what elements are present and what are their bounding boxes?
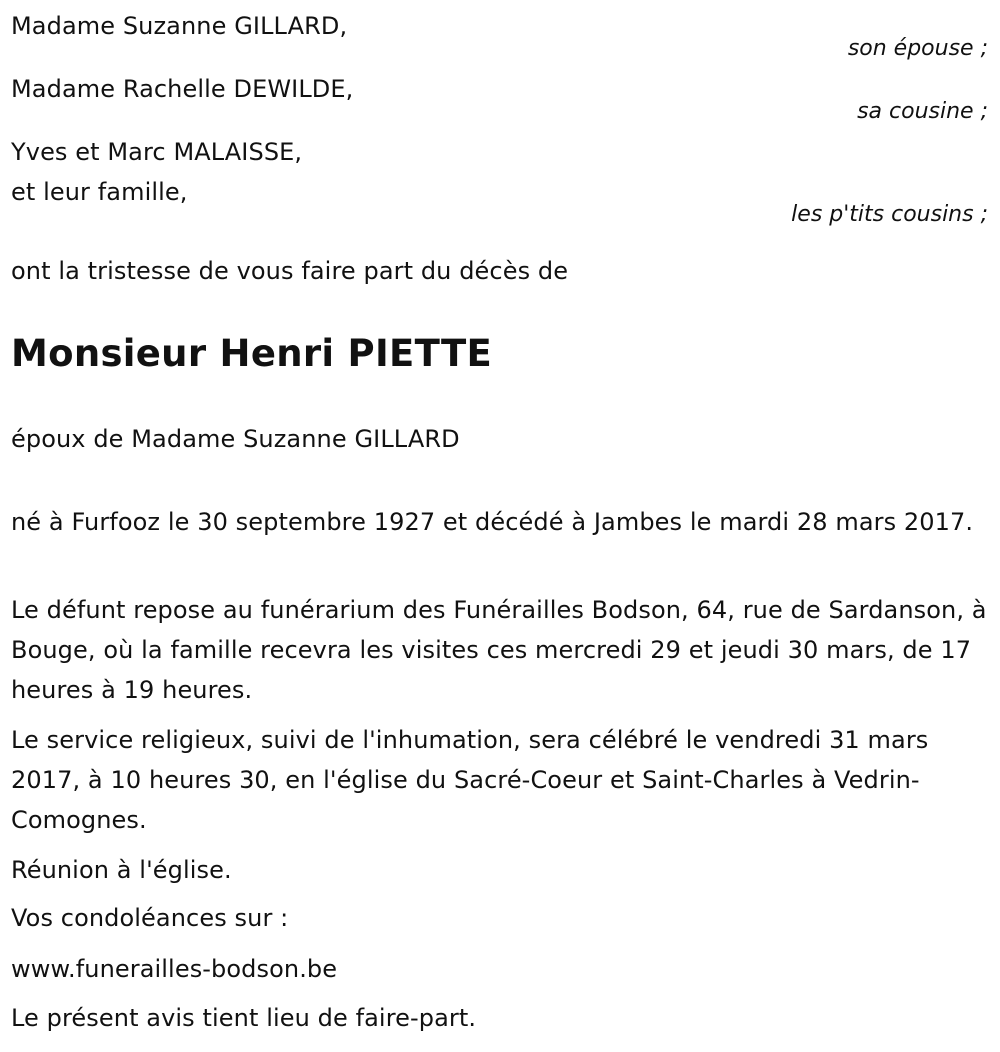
spouse-line: époux de Madame Suzanne GILLARD [11,425,460,453]
family-member-relation: son épouse ; [847,36,988,61]
service-paragraph: Le service religieux, suivi de l'inhumation, sera célébré le vendredi 31 mars 2017, à 10 heures 30, en l'église du Sacré-Coeur et Saint-Charles à Vedrin-Comognes. [11,726,929,834]
meeting-paragraph: Réunion à l'église. [11,856,232,884]
family-member-relation: sa cousine ; [857,99,988,124]
family-member-name: Madame Rachelle DEWILDE, [11,75,354,103]
notice-paragraph: Le présent avis tient lieu de faire-part. [11,1004,477,1032]
birth-death-paragraph: né à Furfooz le 30 septembre 1927 et décédé à Jambes le mardi 28 mars 2017. [11,508,974,536]
visitation-paragraph: Le défunt repose au funérarium des Funérailles Bodson, 64, rue de Sardanson, à Bouge, où la famille recevra les visites ces mercredi 29 et jeudi 30 mars, de 17 heures à 19 heures. [11,596,987,704]
family-member-name: Madame Suzanne GILLARD, [11,12,348,40]
deceased-name: Monsieur Henri PIETTE [11,332,493,375]
website-link[interactable]: www.funerailles-bodson.be [11,955,338,983]
condolences-paragraph: Vos condoléances sur : [11,904,289,932]
family-member-relation: les p'tits cousins ; [791,202,988,227]
family-member-name: Yves et Marc MALAISSE, [11,138,303,166]
announcement-text: ont la tristesse de vous faire part du décès de [11,257,569,285]
family-member-name-continuation: et leur famille, [11,178,188,206]
